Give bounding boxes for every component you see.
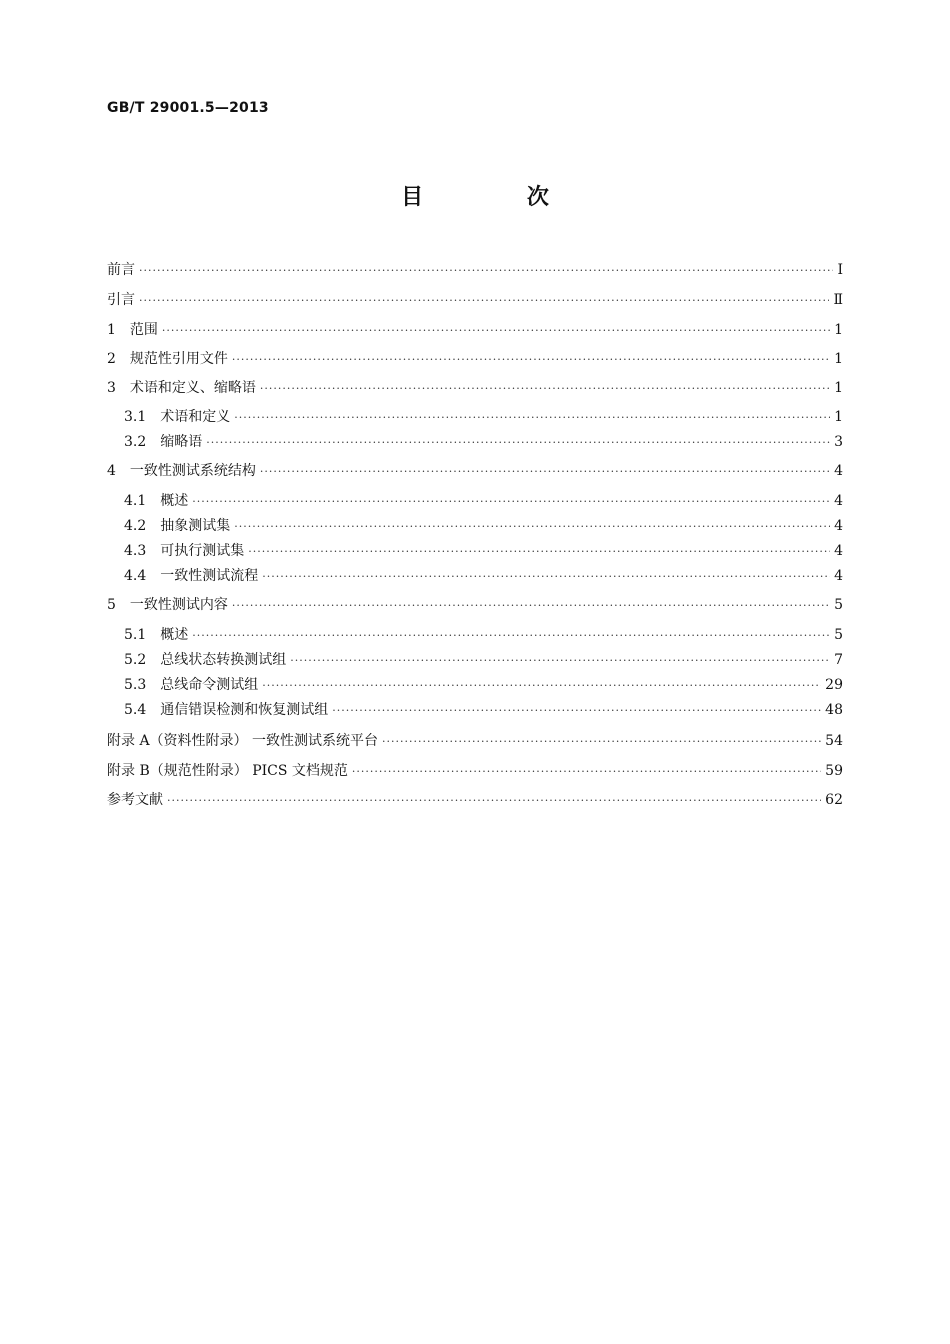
toc-entry-page: Ⅱ <box>833 292 843 308</box>
toc-entry-label: 参考文献 <box>107 792 163 808</box>
toc-entry[interactable] <box>107 541 843 561</box>
toc-entry-label: 附录 A（资料性附录） 一致性测试系统平台 <box>107 733 379 749</box>
dot-leader <box>262 567 830 587</box>
toc-entry[interactable] <box>107 516 843 536</box>
toc-entry-number: 5.4 <box>124 702 147 718</box>
toc-entry-label: 一致性测试内容 <box>129 597 228 613</box>
toc-entry[interactable] <box>107 407 843 427</box>
dot-leader <box>167 791 821 811</box>
toc-entry-page: 1 <box>834 409 843 425</box>
toc-entry-label: 总线状态转换测试组 <box>160 652 287 668</box>
toc-entry-label: 概述 <box>160 627 189 643</box>
toc-entry[interactable] <box>107 790 843 810</box>
toc-entry[interactable] <box>107 761 843 781</box>
toc-entry[interactable] <box>107 700 843 720</box>
toc-entry-page: 4 <box>834 493 843 509</box>
dot-leader <box>162 321 830 341</box>
toc-entry-page: 1 <box>834 322 843 338</box>
toc-entry-page: 29 <box>825 677 843 693</box>
dot-leader <box>352 762 821 782</box>
toc-entry-page: 1 <box>834 351 843 367</box>
dot-leader <box>234 517 830 537</box>
toc-entry-label: 通信错误检测和恢复测试组 <box>160 702 329 718</box>
toc-entry-label: 术语和定义 <box>160 409 231 425</box>
toc-entry[interactable] <box>107 290 843 310</box>
toc-entry-number: 3 <box>107 380 116 396</box>
toc-entry-number: 3.2 <box>124 434 147 450</box>
toc-entry-page: 4 <box>834 543 843 559</box>
dot-leader <box>234 408 830 428</box>
toc-entry-label: 规范性引用文件 <box>129 351 228 367</box>
toc-entry[interactable] <box>107 675 843 695</box>
toc-entry-label: 概述 <box>160 493 189 509</box>
toc-entry[interactable] <box>107 432 843 452</box>
toc-entry-number: 4.2 <box>124 518 147 534</box>
toc-entry[interactable] <box>107 461 843 481</box>
toc-entry-label: 可执行测试集 <box>160 543 245 559</box>
toc-entry-page: 1 <box>834 380 843 396</box>
dot-leader <box>192 492 830 512</box>
page-title: 目 次 <box>401 185 597 210</box>
toc-entry-page: 5 <box>834 627 843 643</box>
toc-entry-label: 总线命令测试组 <box>160 677 259 693</box>
dot-leader <box>260 462 830 482</box>
toc-entry-page: Ⅰ <box>837 262 843 278</box>
toc-entry-page: 4 <box>834 568 843 584</box>
table-of-contents <box>107 0 843 1344</box>
toc-entry-page: 3 <box>834 434 843 450</box>
toc-entry-label: 附录 B（规范性附录） PICS 文档规范 <box>107 763 348 779</box>
toc-entry[interactable] <box>107 378 843 398</box>
toc-entry-label: 前言 <box>107 262 135 278</box>
dot-leader <box>332 701 821 721</box>
toc-entry[interactable] <box>107 731 843 751</box>
toc-entry-label: 一致性测试系统结构 <box>129 463 256 479</box>
toc-entry-number: 5.3 <box>124 677 147 693</box>
toc-entry-label: 缩略语 <box>160 434 203 450</box>
toc-entry-number: 4.3 <box>124 543 147 559</box>
dot-leader <box>290 651 830 671</box>
toc-entry-number: 4 <box>107 463 116 479</box>
toc-entry-page: 62 <box>825 792 843 808</box>
toc-entry-number: 1 <box>107 322 116 338</box>
toc-entry-number: 5 <box>107 597 116 613</box>
dot-leader <box>139 291 829 311</box>
toc-entry[interactable] <box>107 595 843 615</box>
toc-entry[interactable] <box>107 320 843 340</box>
toc-entry-label: 术语和定义、缩略语 <box>129 380 256 396</box>
toc-entry-page: 4 <box>834 518 843 534</box>
dot-leader <box>139 261 833 281</box>
toc-entry[interactable] <box>107 625 843 645</box>
toc-entry-number: 2 <box>107 351 116 367</box>
dot-leader <box>192 626 830 646</box>
document-code: GB/T 29001.5—2013 <box>107 100 269 116</box>
dot-leader <box>232 596 830 616</box>
toc-entry-page: 7 <box>834 652 843 668</box>
toc-entry-number: 4.1 <box>124 493 147 509</box>
toc-entry-label: 抽象测试集 <box>160 518 231 534</box>
dot-leader <box>382 732 821 752</box>
toc-entry[interactable] <box>107 349 843 369</box>
toc-entry-number: 3.1 <box>124 409 147 425</box>
dot-leader <box>232 350 830 370</box>
toc-entry-page: 59 <box>825 763 843 779</box>
toc-entry-label: 范围 <box>129 322 158 338</box>
toc-entry-page: 4 <box>834 463 843 479</box>
toc-entry-label: 一致性测试流程 <box>160 568 259 584</box>
toc-entry-label: 引言 <box>107 292 135 308</box>
toc-entry-number: 5.1 <box>124 627 147 643</box>
toc-entry-page: 54 <box>825 733 843 749</box>
toc-entry-number: 4.4 <box>124 568 147 584</box>
toc-entry[interactable] <box>107 491 843 511</box>
toc-entry[interactable] <box>107 650 843 670</box>
dot-leader <box>260 379 830 399</box>
toc-entry-number: 5.2 <box>124 652 147 668</box>
toc-entry[interactable] <box>107 566 843 586</box>
toc-entry-page: 5 <box>834 597 843 613</box>
toc-entry-page: 48 <box>825 702 843 718</box>
dot-leader <box>248 542 830 562</box>
toc-entry[interactable] <box>107 260 843 280</box>
dot-leader <box>206 433 830 453</box>
dot-leader <box>262 676 821 696</box>
